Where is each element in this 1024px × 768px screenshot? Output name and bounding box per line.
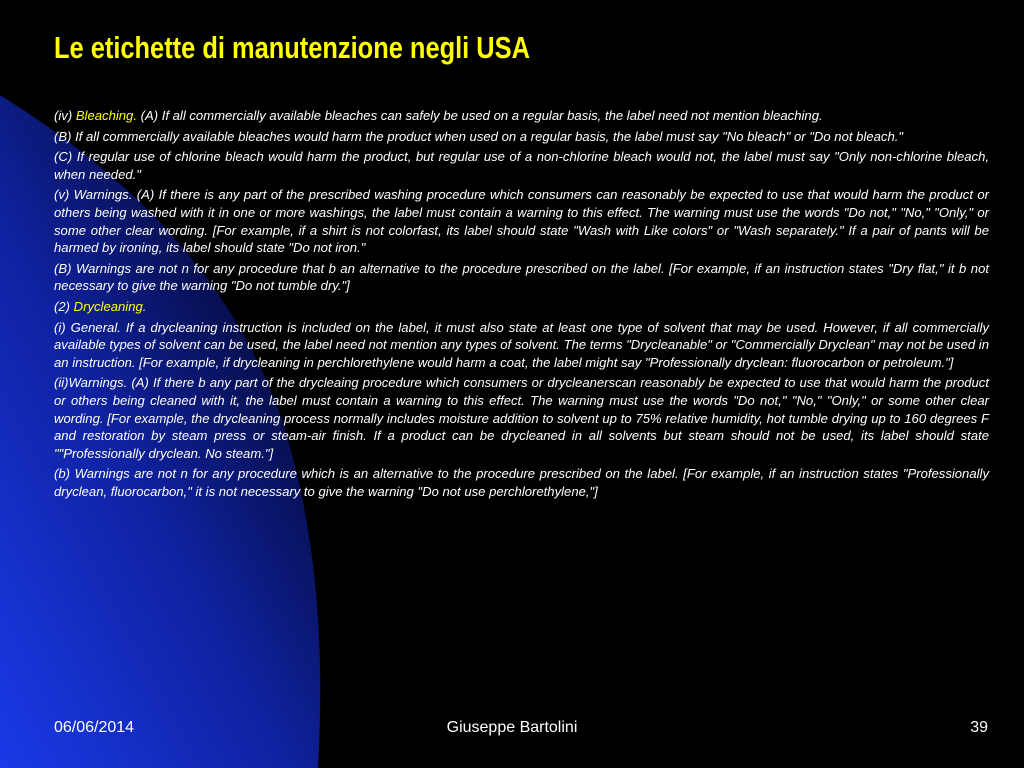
- paragraph-text: (B) Warnings are not n for any procedure that b an alternative to the procedure prescribed on the label. [For example, if an instruction states "Dry flat," it b not necessary to give the warning "Do not tumble dry."]: [54, 260, 989, 294]
- paragraph-text: (b) Warnings are not n for any procedure which is an alternative to the procedure prescribed on the label. [For example, if an instruction states "Professionally dryclean, fluorocarbon," it is not necessary to give the warning "Do not use perchlorethylene,"]: [54, 466, 989, 499]
- paragraph-drycleaning: [54, 298, 989, 316]
- section-heading-drycleaning: Drycleaning.: [73, 298, 147, 314]
- paragraph-bleach-c: [54, 148, 989, 183]
- footer-page-number: 39: [970, 719, 988, 736]
- paragraph-text: (A) If all commercially available bleaches can safely be used on a regular basis, the label need not mention bleaching.: [136, 108, 823, 123]
- paragraph-prefix: (2): [54, 298, 74, 314]
- paragraph-text: (ii)Warnings. (A) If there b any part of the drycleaing procedure which consumers or drycleanerscan reasonably be expected to use that would harm the product or others being cleaned with it, the label must contain a warning to this effect. The warning must use the words "Do not," "No," "Only," or some other clear wording. [For example, the drycleaning process normally includes moisture addition to solvent up to 75% relative humidity, hot tumble drying up to 160 degrees F and restoration by steam press or steam-air finish. If a product can be drycleaned in all solvents but steam should not be used, its label should state ""Professionally dryclean. No steam."]: [54, 375, 989, 461]
- paragraph-dry-warnings-a: [54, 374, 989, 462]
- paragraph-bleaching: [54, 107, 989, 125]
- footer-author: Giuseppe Bartolini: [446, 719, 578, 736]
- footer-date: 06/06/2014: [54, 719, 135, 736]
- paragraph-text: (B) If all commercially available bleaches would harm the product when used on a regular basis, the label must say "No bleach" or "Do not bleach.": [54, 128, 904, 144]
- paragraph-warnings-a: [54, 186, 989, 256]
- paragraph-text: (v) Warnings. (A) If there is any part of the prescribed washing procedure which consumers can reasonably be expected to use that would harm the product or others being washed with it in one or more washings, the label must contain a warning to this effect. The warning must use the words "Do not," "No," "Only," or some other clear wording. [For example, if a shirt is not colorfast, its label should state "Wash with Like colors" or "Wash separately." If a pair of pants will be harmed by ironing, its label should state "Do not iron.": [54, 187, 989, 256]
- paragraph-prefix: (iv): [54, 108, 76, 123]
- paragraph-general: [54, 319, 989, 372]
- paragraph-text: (i) General. If a drycleaning instruction is included on the label, it must also state at least one type of solvent that may be used. However, if all commercially available types of solvent can be used, the label need not mention any types of solvent. The terms "Drycleanable" or "Commercially Dryclean" may not be used in an instruction. [For example, if drycleaning in perchlorethylene would harm a coat, the label might say "Professionally dryclean: fluorocarbon or petroleum."]: [54, 319, 989, 370]
- slide-title: Le etichette di manutenzione negli USA: [54, 30, 530, 65]
- section-heading-bleaching: Bleaching.: [75, 108, 137, 123]
- paragraph-bleach-b: [54, 128, 989, 146]
- paragraph-text: (C) If regular use of chlorine bleach would harm the product, but regular use of a non-chlorine bleach would not, the label must say "Only non-chlorine bleach, when needed.": [54, 149, 989, 182]
- slide-body: [54, 107, 989, 503]
- paragraph-warnings-b: [54, 260, 989, 295]
- paragraph-dry-warnings-b: [54, 465, 989, 500]
